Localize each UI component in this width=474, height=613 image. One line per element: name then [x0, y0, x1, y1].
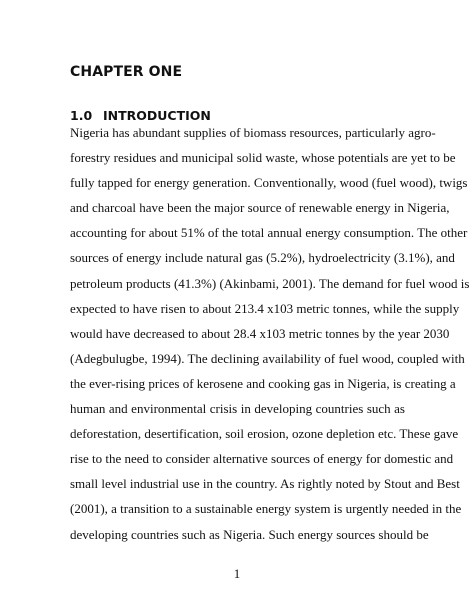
text-line: (Adegbulugbe, 1994). The declining availability of fuel wood, coupled with	[70, 350, 465, 366]
text-line: deforestation, desertification, soil erosion, ozone depletion etc. These gave	[70, 426, 459, 442]
section-title: INTRODUCTION	[103, 108, 211, 123]
text-line: Nigeria has abundant supplies of biomass resources, particularly agro-	[70, 125, 436, 140]
text-line: developing countries such as Nigeria. Such energy sources should be	[70, 526, 429, 542]
text-line: petroleum products (41.3%) (Akinbami, 2001). The demand for fuel wood is	[70, 275, 470, 291]
text-line: the ever-rising prices of kerosene and cooking gas in Nigeria, is creating a	[70, 375, 456, 391]
text-line: would have decreased to about 28.4 x103 metric tonnes by the year 2030	[70, 325, 450, 341]
text-line: rise to the need to consider alternative sources of energy for domestic and	[70, 451, 454, 467]
text-line: small level industrial use in the country. As rightly noted by Stout and Best	[70, 476, 460, 492]
text-line: forestry residues and municipal solid waste, whose potentials are yet to be	[70, 150, 456, 166]
text-line: sources of energy include natural gas (5.2%), hydroelectricity (3.1%), and	[70, 250, 455, 266]
body-paragraph	[70, 120, 470, 547]
text-line: fully tapped for energy generation. Conventionally, wood (fuel wood), twigs	[70, 175, 468, 191]
page-number: 1	[233, 566, 241, 581]
text-line: expected to have risen to about 213.4 x103 metric tonnes, while the supply	[70, 300, 460, 316]
text-line: accounting for about 51% of the total annual energy consumption. The other	[70, 225, 468, 241]
text-line: and charcoal have been the major source of renewable energy in Nigeria,	[70, 200, 450, 216]
text-line: human and environmental crisis in developing countries such as	[70, 401, 405, 417]
text-line: (2001), a transition to a sustainable energy system is urgently needed in the	[70, 501, 462, 517]
chapter-title: CHAPTER ONE	[70, 64, 183, 80]
section-number: 1.0	[70, 108, 93, 123]
